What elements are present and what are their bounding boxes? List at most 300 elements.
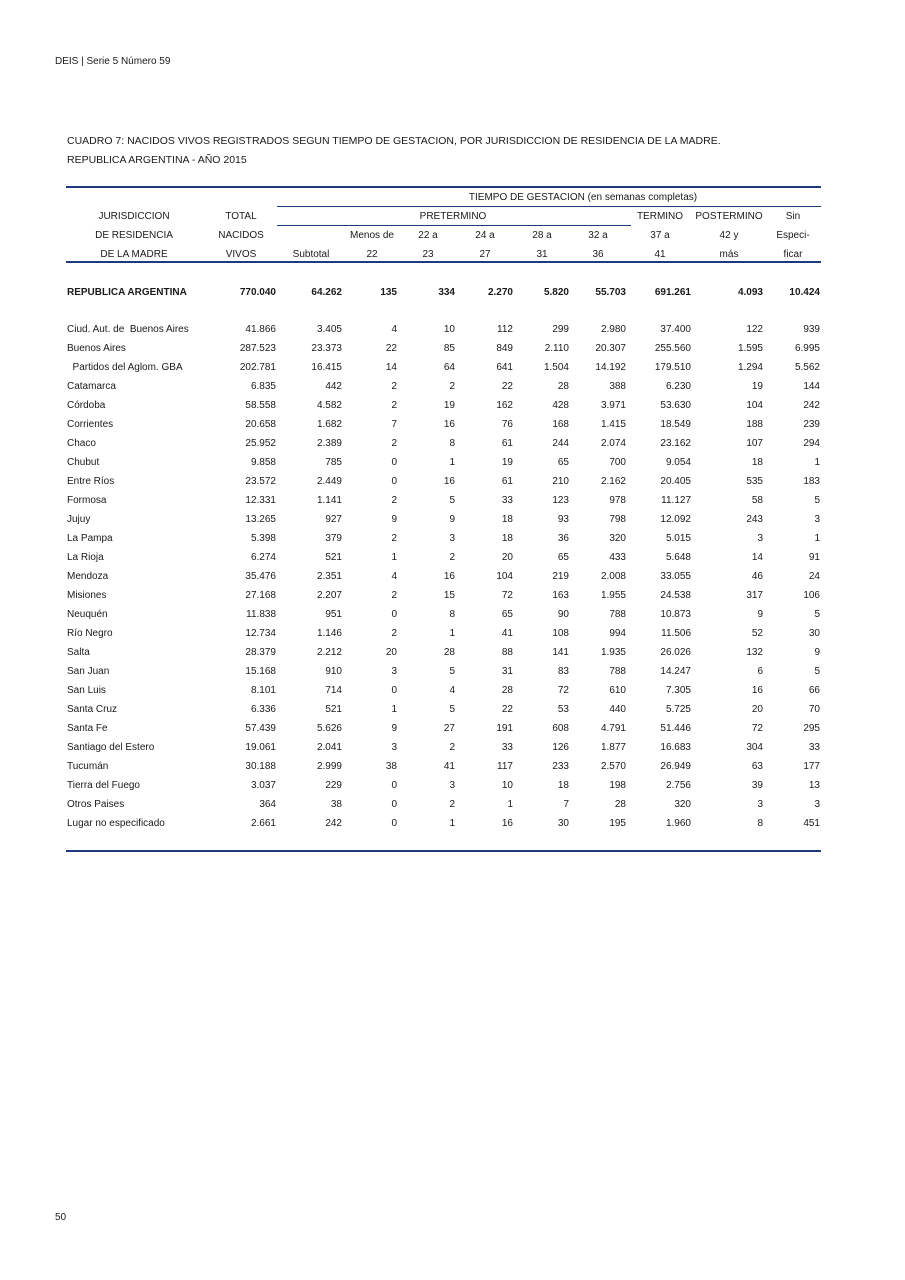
running-header: DEIS | Serie 5 Número 59 <box>55 56 171 67</box>
table-cell: 38 <box>330 799 342 810</box>
table-cell: 11.506 <box>661 628 691 639</box>
table-cell: 72 <box>501 590 513 601</box>
table-cell: 10.424 <box>789 287 820 298</box>
row-jurisdiction: Buenos Aires <box>67 343 126 354</box>
table-cell: 8 <box>449 438 455 449</box>
table-cell: 5 <box>814 609 820 620</box>
table-cell: 7.305 <box>665 685 691 696</box>
table-cell: 2 <box>449 381 455 392</box>
table-cell: 210 <box>552 476 569 487</box>
table-cell: 28.379 <box>245 647 276 658</box>
table-cell: 16 <box>443 419 455 430</box>
table-cell: 521 <box>325 704 342 715</box>
row-jurisdiction: San Luis <box>67 685 106 696</box>
table-cell: 9 <box>757 609 763 620</box>
column-label: Menos de <box>350 230 394 241</box>
table-cell: 6.835 <box>250 381 276 392</box>
table-cell: 1 <box>814 457 820 468</box>
row-jurisdiction: La Pampa <box>67 533 113 544</box>
table-cell: 46 <box>751 571 763 582</box>
table-cell: 994 <box>609 628 626 639</box>
row-jurisdiction: Partidos del Aglom. GBA <box>67 362 183 373</box>
table-cell: 700 <box>609 457 626 468</box>
table-cell: 30 <box>557 818 569 829</box>
row-jurisdiction: Chubut <box>67 457 100 468</box>
table-cell: 135 <box>380 287 397 298</box>
table-cell: 20.658 <box>245 419 276 430</box>
table-cell: 14.192 <box>595 362 626 373</box>
table-cell: 2 <box>391 628 397 639</box>
row-jurisdiction: Neuquén <box>67 609 108 620</box>
column-label: más <box>719 249 739 260</box>
column-label: 24 a <box>475 230 495 241</box>
table-cell: 6.336 <box>250 704 276 715</box>
table-cell: 5.820 <box>543 287 569 298</box>
column-label: 42 y <box>719 230 739 241</box>
table-cell: 5 <box>449 495 455 506</box>
table-cell: 3 <box>757 533 763 544</box>
table-cell: 83 <box>557 666 569 677</box>
table-cell: 1.504 <box>543 362 569 373</box>
header-jurisdiccion-1: JURISDICCION <box>98 211 170 222</box>
table-cell: 2 <box>391 381 397 392</box>
table-cell: 978 <box>609 495 626 506</box>
table-cell: 451 <box>803 818 820 829</box>
table-cell: 7 <box>391 419 397 430</box>
table-cell: 608 <box>552 723 569 734</box>
column-label: 22 a <box>418 230 438 241</box>
table-cell: 244 <box>552 438 569 449</box>
column-label: 36 <box>592 249 604 260</box>
table-cell: 188 <box>746 419 763 430</box>
table-cell: 0 <box>391 476 397 487</box>
row-jurisdiction: Córdoba <box>67 400 106 411</box>
table-cell: 53.630 <box>660 400 691 411</box>
table-cell: 3 <box>449 780 455 791</box>
table-cell: 242 <box>803 400 820 411</box>
table-cell: 1.935 <box>600 647 626 658</box>
table-cell: 2.207 <box>316 590 342 601</box>
table-cell: 163 <box>552 590 569 601</box>
table-cell: 714 <box>325 685 342 696</box>
table-cell: 294 <box>803 438 820 449</box>
table-cell: 6 <box>757 666 763 677</box>
table-cell: 20 <box>385 647 397 658</box>
table-cell: 6.995 <box>794 343 820 354</box>
table-cell: 0 <box>391 818 397 829</box>
table-cell: 3.971 <box>600 400 626 411</box>
table-cell: 33 <box>808 742 820 753</box>
table-cell: 5 <box>449 704 455 715</box>
table-cell: 610 <box>609 685 626 696</box>
table-cell: 28 <box>614 799 626 810</box>
table-cell: 14 <box>751 552 763 563</box>
table-cell: 64.262 <box>311 287 342 298</box>
table-cell: 22 <box>501 704 513 715</box>
table-cell: 26.949 <box>660 761 691 772</box>
table-cell: 20.307 <box>595 343 626 354</box>
header-sin: Sin <box>785 211 801 222</box>
table-cell: 442 <box>325 381 342 392</box>
table-cell: 65 <box>557 552 569 563</box>
table-cell: 3.037 <box>250 780 276 791</box>
table-cell: 30.188 <box>245 761 276 772</box>
table-cell: 23.572 <box>245 476 276 487</box>
table-cell: 4.791 <box>600 723 626 734</box>
table-cell: 27 <box>443 723 455 734</box>
table-cell: 28 <box>443 647 455 658</box>
table-cell: 5.562 <box>794 362 820 373</box>
table-cell: 521 <box>325 552 342 563</box>
table-cell: 202.781 <box>239 362 276 373</box>
header-termino: TERMINO <box>636 211 684 222</box>
table-cell: 440 <box>609 704 626 715</box>
table-cell: 3 <box>391 666 397 677</box>
table-cell: 320 <box>609 533 626 544</box>
table-cell: 16 <box>751 685 763 696</box>
table-cell: 35.476 <box>245 571 276 582</box>
table-cell: 0 <box>391 799 397 810</box>
table-cell: 2.041 <box>316 742 342 753</box>
table-cell: 107 <box>746 438 763 449</box>
table-cell: 18 <box>557 780 569 791</box>
table-cell: 16.683 <box>660 742 691 753</box>
table-cell: 123 <box>552 495 569 506</box>
table-cell: 53 <box>557 704 569 715</box>
table-cell: 2 <box>449 552 455 563</box>
table-bottom-rule <box>66 850 821 852</box>
table-cell: 198 <box>609 780 626 791</box>
table-cell: 7 <box>563 799 569 810</box>
table-cell: 76 <box>501 419 513 430</box>
table-cell: 2 <box>391 495 397 506</box>
table-cell: 12.734 <box>245 628 276 639</box>
table-cell: 295 <box>803 723 820 734</box>
column-label: 37 a <box>650 230 670 241</box>
table-cell: 104 <box>496 571 513 582</box>
table-cell: 1 <box>391 552 397 563</box>
table-cell: 104 <box>746 400 763 411</box>
table-cell: 0 <box>391 457 397 468</box>
column-label: Especi- <box>776 230 810 241</box>
table-cell: 3 <box>757 799 763 810</box>
row-jurisdiction: Salta <box>67 647 90 658</box>
table-cell: 4.582 <box>316 400 342 411</box>
column-label: 27 <box>479 249 491 260</box>
table-cell: 1.595 <box>737 343 763 354</box>
table-cell: 641 <box>496 362 513 373</box>
header-jurisdiccion-3: DE LA MADRE <box>100 249 168 260</box>
table-cell: 19 <box>501 457 513 468</box>
table-cell: 9 <box>391 723 397 734</box>
table-cell: 70 <box>808 704 820 715</box>
table-cell: 168 <box>552 419 569 430</box>
column-label: Subtotal <box>292 249 330 260</box>
table-cell: 106 <box>803 590 820 601</box>
table-cell: 58 <box>751 495 763 506</box>
table-cell: 2 <box>449 799 455 810</box>
table-cell: 183 <box>803 476 820 487</box>
row-jurisdiction: Tucumán <box>67 761 109 772</box>
table-cell: 1 <box>449 818 455 829</box>
table-cell: 18.549 <box>660 419 691 430</box>
table-cell: 51.446 <box>660 723 691 734</box>
table-cell: 2.162 <box>600 476 626 487</box>
row-jurisdiction: Tierra del Fuego <box>67 780 140 791</box>
table-cell: 15 <box>443 590 455 601</box>
table-cell: 8.101 <box>250 685 276 696</box>
table-cell: 14.247 <box>660 666 691 677</box>
column-label: 31 <box>536 249 548 260</box>
table-cell: 1 <box>507 799 513 810</box>
table-cell: 1.415 <box>600 419 626 430</box>
table-cell: 242 <box>325 818 342 829</box>
table-cell: 939 <box>803 324 820 335</box>
table-cell: 379 <box>325 533 342 544</box>
pretermino-rule <box>277 225 631 226</box>
table-cell: 72 <box>557 685 569 696</box>
table-cell: 16 <box>443 476 455 487</box>
table-cell: 65 <box>501 609 513 620</box>
table-cell: 8 <box>757 818 763 829</box>
table-cell: 6.274 <box>250 552 276 563</box>
table-subtitle: REPUBLICA ARGENTINA - AÑO 2015 <box>67 154 247 166</box>
column-label: 41 <box>654 249 666 260</box>
table-cell: 122 <box>746 324 763 335</box>
table-cell: 3 <box>814 514 820 525</box>
table-cell: 22 <box>385 343 397 354</box>
table-cell: 33.055 <box>660 571 691 582</box>
table-cell: 16.415 <box>311 362 342 373</box>
table-cell: 28 <box>557 381 569 392</box>
table-cell: 8 <box>449 609 455 620</box>
table-cell: 93 <box>557 514 569 525</box>
table-cell: 433 <box>609 552 626 563</box>
table-cell: 19 <box>751 381 763 392</box>
table-cell: 10.873 <box>660 609 691 620</box>
table-cell: 910 <box>325 666 342 677</box>
header-pretermino: PRETERMINO <box>419 211 487 222</box>
table-cell: 2.980 <box>600 324 626 335</box>
table-cell: 58.558 <box>245 400 276 411</box>
table-cell: 788 <box>609 609 626 620</box>
page-number: 50 <box>55 1212 67 1223</box>
table-cell: 0 <box>391 609 397 620</box>
table-cell: 320 <box>674 799 691 810</box>
table-cell: 33 <box>501 742 513 753</box>
table-cell: 33 <box>501 495 513 506</box>
table-cell: 535 <box>746 476 763 487</box>
table-cell: 2 <box>391 400 397 411</box>
table-cell: 2 <box>391 438 397 449</box>
table-cell: 9 <box>814 647 820 658</box>
table-cell: 927 <box>325 514 342 525</box>
table-cell: 39 <box>751 780 763 791</box>
table-cell: 2.008 <box>600 571 626 582</box>
table-cell: 5 <box>814 666 820 677</box>
table-cell: 299 <box>552 324 569 335</box>
table-cell: 3 <box>449 533 455 544</box>
table-cell: 798 <box>609 514 626 525</box>
row-jurisdiction: Río Negro <box>67 628 113 639</box>
table-cell: 1 <box>391 704 397 715</box>
table-cell: 88 <box>501 647 513 658</box>
header-total-3: VIVOS <box>225 249 257 260</box>
row-jurisdiction: Corrientes <box>67 419 114 430</box>
header-bottom-rule <box>66 261 821 263</box>
table-cell: 179.510 <box>654 362 691 373</box>
row-jurisdiction: Entre Ríos <box>67 476 115 487</box>
row-jurisdiction: REPUBLICA ARGENTINA <box>67 287 187 298</box>
table-cell: 38 <box>385 761 397 772</box>
table-cell: 287.523 <box>239 343 276 354</box>
table-cell: 233 <box>552 761 569 772</box>
table-cell: 229 <box>325 780 342 791</box>
table-cell: 9.858 <box>250 457 276 468</box>
row-jurisdiction: San Juan <box>67 666 110 677</box>
table-cell: 388 <box>609 381 626 392</box>
table-cell: 785 <box>325 457 342 468</box>
table-cell: 4 <box>391 571 397 582</box>
table-cell: 26.026 <box>660 647 691 658</box>
table-cell: 72 <box>751 723 763 734</box>
table-cell: 2.074 <box>600 438 626 449</box>
table-cell: 691.261 <box>654 287 691 298</box>
row-jurisdiction: Catamarca <box>67 381 116 392</box>
column-label: 28 a <box>532 230 552 241</box>
table-cell: 239 <box>803 419 820 430</box>
table-cell: 1.682 <box>316 419 342 430</box>
table-cell: 5.015 <box>665 533 691 544</box>
table-title: CUADRO 7: NACIDOS VIVOS REGISTRADOS SEGUN TIEMPO DE GESTACION, POR JURISDICCION DE RESIDENCIA DE LA MADRE. <box>67 135 721 147</box>
table-cell: 788 <box>609 666 626 677</box>
table-cell: 63 <box>751 761 763 772</box>
table-cell: 19 <box>443 400 455 411</box>
table-cell: 25.952 <box>245 438 276 449</box>
table-cell: 23.162 <box>660 438 691 449</box>
table-cell: 1.960 <box>665 818 691 829</box>
table-cell: 66 <box>808 685 820 696</box>
table-cell: 61 <box>501 476 513 487</box>
group-header: TIEMPO DE GESTACION (en semanas completas) <box>468 192 698 203</box>
table-cell: 144 <box>803 381 820 392</box>
table-cell: 13.265 <box>245 514 276 525</box>
table-cell: 28 <box>501 685 513 696</box>
row-jurisdiction: Lugar no especificado <box>67 818 165 829</box>
table-cell: 37.400 <box>660 324 691 335</box>
table-cell: 191 <box>496 723 513 734</box>
row-jurisdiction: Mendoza <box>67 571 109 582</box>
column-label: 32 a <box>588 230 608 241</box>
table-cell: 132 <box>746 647 763 658</box>
table-cell: 2.270 <box>487 287 513 298</box>
table-cell: 10 <box>501 780 513 791</box>
table-cell: 6.230 <box>665 381 691 392</box>
table-cell: 27.168 <box>245 590 276 601</box>
table-cell: 12.092 <box>660 514 691 525</box>
table-cell: 18 <box>501 514 513 525</box>
table-cell: 126 <box>552 742 569 753</box>
table-cell: 55.703 <box>595 287 626 298</box>
table-cell: 85 <box>443 343 455 354</box>
table-cell: 2.351 <box>316 571 342 582</box>
column-label: 22 <box>366 249 378 260</box>
table-cell: 1 <box>449 628 455 639</box>
table-cell: 1 <box>814 533 820 544</box>
table-cell: 2.999 <box>316 761 342 772</box>
table-cell: 334 <box>438 287 455 298</box>
table-cell: 2 <box>449 742 455 753</box>
column-label: ficar <box>783 249 803 260</box>
row-jurisdiction: Chaco <box>67 438 96 449</box>
table-cell: 2 <box>391 533 397 544</box>
table-cell: 1.294 <box>737 362 763 373</box>
table-cell: 243 <box>746 514 763 525</box>
table-cell: 770.040 <box>239 287 276 298</box>
table-cell: 428 <box>552 400 569 411</box>
row-jurisdiction: Otros Paises <box>67 799 125 810</box>
table-cell: 11.838 <box>246 609 276 620</box>
table-cell: 4 <box>449 685 455 696</box>
table-cell: 30 <box>808 628 820 639</box>
table-cell: 24 <box>808 571 820 582</box>
table-cell: 11.127 <box>661 495 691 506</box>
table-cell: 18 <box>751 457 763 468</box>
table-cell: 5.648 <box>665 552 691 563</box>
header-total-2: NACIDOS <box>218 230 264 241</box>
table-cell: 20 <box>751 704 763 715</box>
table-cell: 91 <box>808 552 820 563</box>
table-cell: 177 <box>803 761 820 772</box>
table-cell: 2.212 <box>316 647 342 658</box>
table-cell: 23.373 <box>311 343 342 354</box>
table-cell: 0 <box>391 780 397 791</box>
table-cell: 195 <box>609 818 626 829</box>
table-cell: 5 <box>814 495 820 506</box>
table-cell: 65 <box>557 457 569 468</box>
table-cell: 18 <box>501 533 513 544</box>
table-cell: 13 <box>808 780 820 791</box>
table-cell: 1 <box>449 457 455 468</box>
table-cell: 16 <box>443 571 455 582</box>
table-cell: 1.955 <box>600 590 626 601</box>
table-cell: 20.405 <box>660 476 691 487</box>
table-cell: 117 <box>497 761 513 772</box>
table-cell: 5.398 <box>250 533 276 544</box>
table-cell: 4 <box>391 324 397 335</box>
row-jurisdiction: Misiones <box>67 590 107 601</box>
table-cell: 112 <box>497 324 513 335</box>
table-cell: 849 <box>496 343 513 354</box>
table-cell: 64 <box>443 362 455 373</box>
table-cell: 41 <box>443 761 455 772</box>
table-cell: 2.449 <box>316 476 342 487</box>
table-cell: 14 <box>385 362 397 373</box>
table-cell: 4.093 <box>737 287 763 298</box>
table-cell: 31 <box>501 666 513 677</box>
table-cell: 2.110 <box>544 343 569 354</box>
table-cell: 1.146 <box>316 628 342 639</box>
table-cell: 9 <box>391 514 397 525</box>
table-cell: 0 <box>391 685 397 696</box>
table-cell: 15.168 <box>245 666 276 677</box>
table-cell: 304 <box>746 742 763 753</box>
header-total-1: TOTAL <box>225 211 257 222</box>
group-rule <box>277 206 821 207</box>
table-cell: 9.054 <box>665 457 691 468</box>
table-cell: 108 <box>552 628 569 639</box>
table-cell: 12.331 <box>245 495 276 506</box>
